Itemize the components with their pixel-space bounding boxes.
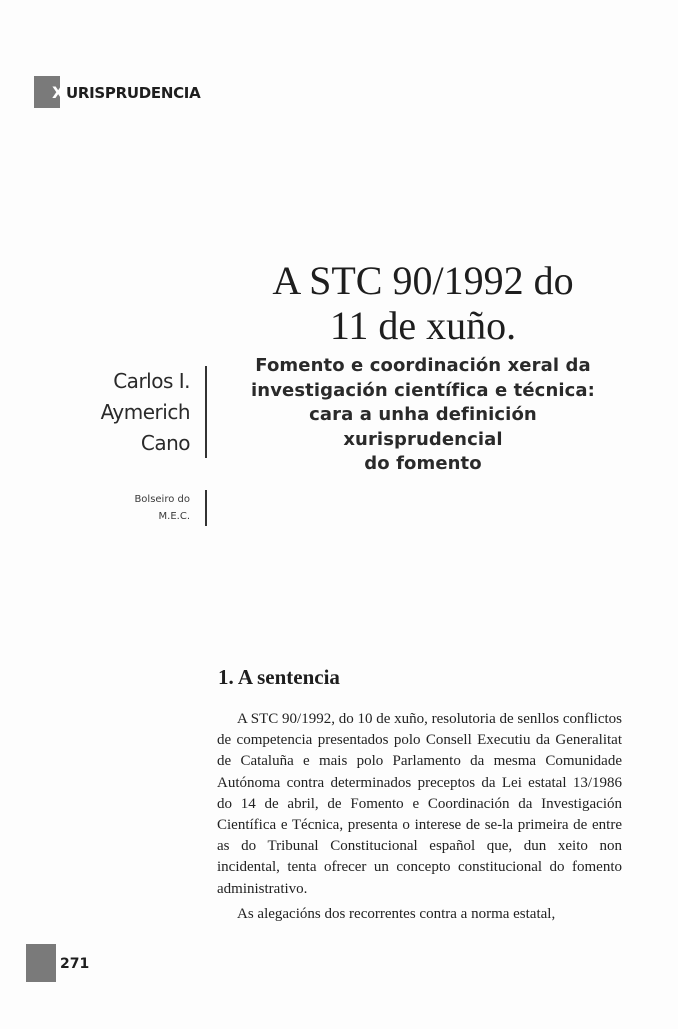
article-title-line: 11 de xuño.	[329, 303, 517, 348]
article-title-line: A STC 90/1992 do	[272, 258, 574, 303]
affiliation-line: M.E.C.	[158, 511, 190, 522]
page-number: 271	[60, 956, 90, 972]
author-line: Aymerich	[100, 400, 190, 424]
author-name	[101, 366, 198, 459]
subtitle-line: Fomento e coordinación xeral da	[255, 355, 591, 376]
body-text	[217, 709, 622, 925]
affiliation-divider	[205, 490, 207, 526]
author-affiliation	[134, 491, 198, 525]
article-title	[218, 258, 628, 348]
section-marker-block	[34, 76, 65, 108]
section-initial: X	[52, 83, 65, 102]
body-paragraph: A STC 90/1992, do 10 de xuño, resolutoria de senllos conflictos de competencia presentados polo Consell Executiu da Generalitat de Cataluña e mais polo Parlamento da mesma Comunidade Autónoma contra determinados preceptos da Lei estatal 13/1986 do 14 de abril, de Fomento e Coordinación da Investigación Científica e Técnica, presenta o interese de se-la primeira de entre as do Tribunal Constitucional español que, dun xeito non incidental, tenta ofrecer un concepto constitucional do fomento administrativo.	[217, 711, 622, 897]
section-title: URISPRUDENCIA	[66, 84, 201, 102]
author-divider	[205, 366, 207, 458]
subtitle-line: cara a unha definición xurisprudencial	[309, 404, 537, 450]
section-heading: 1. A sentencia	[218, 665, 340, 689]
subtitle-line: do fomento	[364, 453, 482, 474]
section-header	[34, 76, 200, 108]
article-subtitle	[228, 354, 618, 477]
subtitle-line: investigación científica e técnica:	[251, 379, 595, 401]
author-line: Carlos I.	[113, 369, 190, 393]
author-line: Cano	[140, 431, 190, 455]
affiliation-line: Bolseiro do	[134, 494, 190, 505]
body-paragraph: As alegacións dos recorrentes contra a norma estatal,	[237, 905, 556, 922]
page-footer	[26, 944, 89, 982]
page-marker-block	[26, 944, 56, 982]
